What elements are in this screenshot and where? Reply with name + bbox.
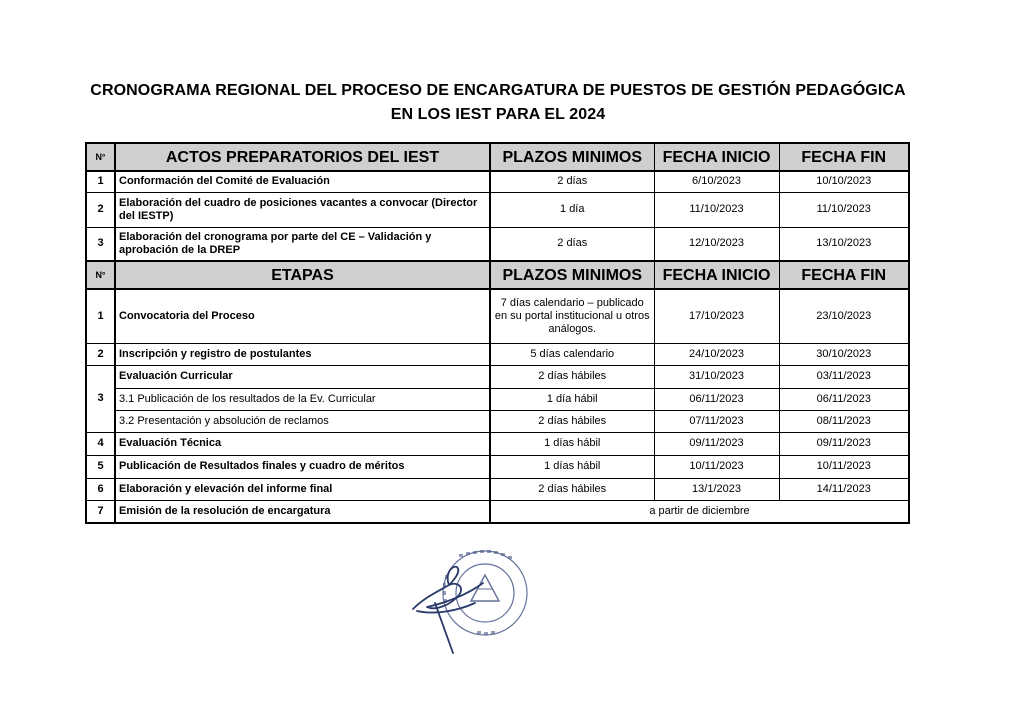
row-end-date: 11/10/2023	[779, 192, 909, 227]
row-number: 5	[86, 455, 115, 478]
row-start-date: 13/1/2023	[654, 478, 779, 500]
row-stage: Evaluación Curricular	[115, 365, 490, 388]
row-start-date: 24/10/2023	[654, 343, 779, 365]
table-row	[86, 365, 909, 388]
row-end-date: 09/11/2023	[779, 432, 909, 455]
table-row	[86, 500, 909, 523]
row-number: 4	[86, 432, 115, 455]
row-end-date: 10/10/2023	[779, 171, 909, 192]
table-row	[86, 227, 909, 261]
table-row	[86, 388, 909, 410]
header-plazos: PLAZOS MINIMOS	[490, 261, 654, 289]
row-plazo: 1 día hábil	[490, 388, 654, 410]
row-plazo: 1 día	[490, 192, 654, 227]
row-end-date: 13/10/2023	[779, 227, 909, 261]
section1-header-row	[86, 143, 909, 171]
header-etapas: ETAPAS	[115, 261, 490, 289]
table-row	[86, 289, 909, 343]
row-number: 1	[86, 171, 115, 192]
row-plazo: 2 días hábiles	[490, 478, 654, 500]
header-fecha-fin: FECHA FIN	[779, 261, 909, 289]
table-row	[86, 478, 909, 500]
row-activity: Elaboración del cronograma por parte del CE – Validación y aprobación de la DREP	[115, 227, 490, 261]
official-seal-signature	[405, 545, 535, 657]
row-start-date: 6/10/2023	[654, 171, 779, 192]
seal-lettering	[443, 550, 512, 635]
row-number: 3	[86, 227, 115, 261]
row-number: 3	[86, 365, 115, 432]
row-stage: Evaluación Técnica	[115, 432, 490, 455]
row-plazo: 2 días	[490, 171, 654, 192]
row-plazo: 5 días calendario	[490, 343, 654, 365]
row-number: 1	[86, 289, 115, 343]
row-activity: Conformación del Comité de Evaluación	[115, 171, 490, 192]
row-plazo: 2 días	[490, 227, 654, 261]
header-fecha-inicio: FECHA INICIO	[654, 143, 779, 171]
row-stage: 3.2 Presentación y absolución de reclamos	[115, 410, 490, 432]
row-end-date: 14/11/2023	[779, 478, 909, 500]
row-stage: Convocatoria del Proceso	[115, 289, 490, 343]
table-row	[86, 455, 909, 478]
header-number: N°	[86, 143, 115, 171]
table-row	[86, 410, 909, 432]
header-number: N°	[86, 261, 115, 289]
row-stage: Emisión de la resolución de encargatura	[115, 500, 490, 523]
row-number: 7	[86, 500, 115, 523]
row-start-date: 09/11/2023	[654, 432, 779, 455]
row-end-date: 03/11/2023	[779, 365, 909, 388]
row-plazo: 7 días calendario – publicado en su portal institucional u otros análogos.	[490, 289, 654, 343]
row-stage: 3.1 Publicación de los resultados de la Ev. Curricular	[115, 388, 490, 410]
row-plazo: 1 días hábil	[490, 455, 654, 478]
table-row	[86, 432, 909, 455]
seal-inner-ring	[456, 564, 514, 622]
row-end-date: 06/11/2023	[779, 388, 909, 410]
header-fecha-fin: FECHA FIN	[779, 143, 909, 171]
row-end-date: 30/10/2023	[779, 343, 909, 365]
row-number: 6	[86, 478, 115, 500]
row-start-date: 10/11/2023	[654, 455, 779, 478]
row-plazo: 1 días hábil	[490, 432, 654, 455]
header-fecha-inicio: FECHA INICIO	[654, 261, 779, 289]
row-number: 2	[86, 192, 115, 227]
row-start-date: 06/11/2023	[654, 388, 779, 410]
document-title-line1: CRONOGRAMA REGIONAL DEL PROCESO DE ENCARGATURA DE PUESTOS DE GESTIÓN PEDAGÓGICA	[90, 82, 906, 99]
row-start-date: 12/10/2023	[654, 227, 779, 261]
row-start-date: 31/10/2023	[654, 365, 779, 388]
header-actos: ACTOS PREPARATORIOS DEL IEST	[115, 143, 490, 171]
table-row	[86, 343, 909, 365]
row-stage: Publicación de Resultados finales y cuadro de méritos	[115, 455, 490, 478]
row-end-date: 08/11/2023	[779, 410, 909, 432]
schedule-table	[85, 142, 910, 524]
row-start-date: 17/10/2023	[654, 289, 779, 343]
row-plazo: a partir de diciembre	[490, 500, 909, 523]
row-stage: Inscripción y registro de postulantes	[115, 343, 490, 365]
document-title-line2: EN LOS IEST PARA EL 2024	[390, 106, 606, 123]
row-number: 2	[86, 343, 115, 365]
row-end-date: 23/10/2023	[779, 289, 909, 343]
table-row	[86, 171, 909, 192]
row-start-date: 11/10/2023	[654, 192, 779, 227]
row-plazo: 2 días hábiles	[490, 410, 654, 432]
row-start-date: 07/11/2023	[654, 410, 779, 432]
table-row	[86, 192, 909, 227]
row-end-date: 10/11/2023	[779, 455, 909, 478]
row-activity: Elaboración del cuadro de posiciones vacantes a convocar (Director del IESTP)	[115, 192, 490, 227]
header-plazos: PLAZOS MINIMOS	[490, 143, 654, 171]
row-plazo: 2 días hábiles	[490, 365, 654, 388]
row-stage: Elaboración y elevación del informe final	[115, 478, 490, 500]
handwritten-signature	[413, 567, 483, 653]
section2-header-row	[86, 261, 909, 289]
